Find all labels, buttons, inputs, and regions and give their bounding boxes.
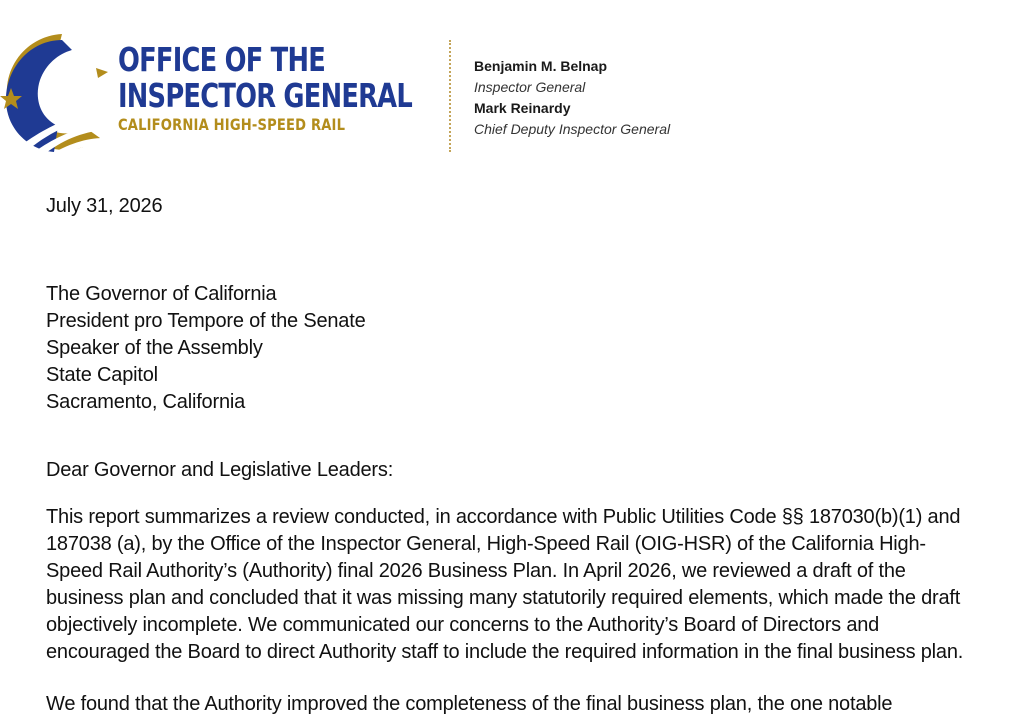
addressee-line: State Capitol [46, 364, 158, 386]
paragraph-line: This report summarizes a review conducted, in accordance with Public Utilities Code §§ 187030(b)(1) and [46, 506, 961, 528]
official-name: Benjamin M. Belnap [474, 58, 608, 74]
paragraph-line: objectively incomplete. We communicated our concerns to the Authority’s Board of Directors and [46, 614, 880, 636]
org-name [118, 42, 495, 136]
paragraph-line: We found that the Authority improved the completeness of the final business plan, the one notable [46, 693, 893, 715]
official-name: Mark Reinardy [474, 100, 571, 116]
addressee-line: Speaker of the Assembly [46, 337, 263, 359]
paragraph-line: 187038 (a), by the Office of the Inspector General, High-Speed Rail (OIG-HSR) of the California High- [46, 533, 926, 555]
paragraph-line: business plan and concluded that it was missing many statutorily required elements, which made the draft [46, 587, 961, 609]
paragraph-1 [46, 504, 1006, 666]
official-title: Inspector General [474, 79, 586, 95]
org-name-line1: OFFICE OF THE [118, 40, 326, 79]
salutation: Dear Governor and Legislative Leaders: [46, 459, 394, 481]
official-title: Chief Deputy Inspector General [474, 121, 671, 137]
org-subtitle: CALIFORNIA HIGH-SPEED RAIL [118, 115, 346, 134]
paragraph-line: Speed Rail Authority’s (Authority) final 2026 Business Plan. In April 2026, we reviewed a draft of the [46, 560, 906, 582]
addressee-line: President pro Tempore of the Senate [46, 310, 366, 332]
letter-date: July 31, 2026 [46, 195, 163, 217]
addressee-line: Sacramento, California [46, 391, 246, 413]
letterhead [0, 0, 1023, 160]
addressee-block [46, 281, 366, 416]
eagle-star-seal-icon [0, 28, 108, 158]
paragraph-line: encouraged the Board to direct Authority staff to include the required information in the final business plan. [46, 641, 964, 663]
letterhead-divider [449, 40, 451, 152]
addressee-line: The Governor of California [46, 283, 277, 305]
officials-block [474, 56, 670, 140]
org-name-line2: INSPECTOR GENERAL [118, 76, 412, 115]
